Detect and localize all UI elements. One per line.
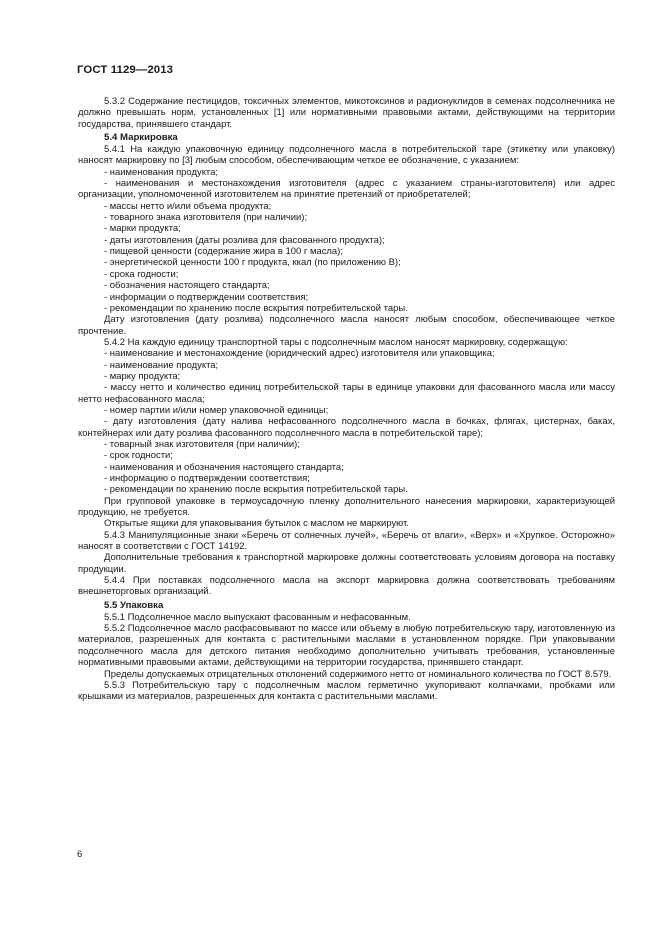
list2-item: - наименование продукта;	[104, 359, 219, 371]
section-heading-packaging: 5.5 Упаковка	[104, 599, 164, 611]
list2-item: - информацию о подтверждении соответствия;	[104, 473, 310, 484]
list1-item: - наименования продукта;	[104, 166, 219, 178]
paragraph-5-4-1: 5.4.1 На каждую упаковочную единицу подсолнечного масла в потребительской таре (этикетку или упаковку) наносят маркировку по [3] любым способом, обеспечивающим четкое ее обозначение, с указанием:	[78, 144, 615, 167]
list1-item: - марки продукта;	[104, 223, 181, 235]
paragraph-5-5-1: 5.5.1 Подсолнечное масло выпускают фасованным и нефасованным.	[104, 611, 411, 623]
paragraph-5-4-2: 5.4.2 На каждую единицу транспортной тары с подсолнечным маслом наносят маркировку, содержащую:	[104, 336, 568, 348]
paragraph-5-5-2: 5.5.2 Подсолнечное масло расфасовывают по массе или объему в любую потребительскую тару, изготовленную из материалов, разрешенных для контакта с растительными маслами в установленном порядке. При упаковывании подсолнечного масла для детского питания необходимо дополнительно учитывать требования, установленные нормативными правовыми актами, действующими на территории государства, принявшего стандарт.	[78, 623, 615, 669]
list2-item: - номер партии и/или номер упаковочной единицы;	[104, 404, 329, 416]
list1-item: - пищевой ценности (содержание жира в 100 г масла);	[104, 246, 343, 258]
list1-item: - срока годности;	[104, 268, 179, 280]
paragraph-group-packaging: При групповой упаковке в термоусадочную пленку дополнительного нанесения маркировки, характеризующей продукцию, не требуется.	[78, 495, 615, 519]
paragraph-5-4-4: 5.4.4 При поставках подсолнечного масла на экспорт маркировка должна соответствовать требованиям внешнеторговых организаций.	[78, 575, 615, 598]
page-number: 6	[77, 849, 83, 860]
list2-item: - дату изготовления (дату налива нефасованного подсолнечного масла в бочках, флягах, цистернах, баках, контейнерах или дату розлива фасованного подсолнечного масла в потребительской таре);	[78, 416, 615, 439]
paragraph-5-5-3: 5.5.3 Потребительскую тару с подсолнечным маслом герметично укупоривают колпачками, пробками или крышками из материалов, разрешенных для контакта с растительными маслами.	[78, 679, 615, 703]
list2-item: - товарный знак изготовителя (при наличии);	[104, 438, 300, 450]
list1-item: - товарного знака изготовителя (при наличии);	[104, 212, 308, 224]
list2-item: - марку продукта;	[104, 370, 181, 382]
list2-item: - массу нетто и количество единиц потребительской тары в единице упаковки для фасованного масла или массу нетто нефасованного масла;	[78, 382, 615, 405]
list1-item: - рекомендации по хранению после вскрытия потребительской тары.	[104, 302, 408, 314]
list2-item: - наименования и обозначения настоящего стандарта;	[104, 461, 344, 473]
document-header: ГОСТ 1129—2013	[77, 64, 174, 76]
list2-item: - рекомендации по хранению после вскрытия потребительской тары.	[104, 484, 408, 496]
paragraph-5-4-3: 5.4.3 Манипуляционные знаки «Беречь от солнечных лучей», «Беречь от влаги», «Верх» и «Хрупкое. Осторожно» наносят в соответствии с ГОСТ 14192.	[78, 529, 615, 553]
paragraph-additional-requirements: Дополнительные требования к транспортной маркировке должны соответствовать условиям договора на поставку продукции.	[78, 552, 615, 575]
list1-item: - энергетической ценности 100 г продукта, ккал (по приложению В);	[104, 257, 401, 269]
list1-item: - обозначения настоящего стандарта;	[104, 280, 270, 292]
list2-item: - наименование и местонахождение (юридический адрес) изготовителя или упаковщика;	[104, 348, 495, 360]
list1-item: - массы нетто и/или объема продукта;	[104, 200, 272, 212]
section-heading-marking: 5.4 Маркировка	[104, 132, 178, 144]
paragraph-tolerance-limits: Пределы допускаемых отрицательных отклонений содержимого нетто от номинального количества по ГОСТ 8.579.	[104, 668, 612, 680]
paragraph-open-boxes: Открытые ящики для упаковывания бутылок с маслом не маркируют.	[104, 518, 409, 530]
list1-item: - наименования и местонахождения изготовителя (адрес с указанием страны-изготовителя) или адрес организации, уполномоченной изготовителем на принятие претензий от приобретателей;	[78, 178, 615, 201]
list1-item: - даты изготовления (даты розлива для фасованного продукта);	[104, 234, 385, 246]
paragraph-date-marking: Дату изготовления (дату розлива) подсолнечного масла наносят любым способом, обеспечивающее четкое прочтение.	[78, 314, 615, 337]
paragraph-5-3-2: 5.3.2 Содержание пестицидов, токсичных элементов, микотоксинов и радионуклидов в семенах подсолнечника не должно превышать норм, установленных [1] или нормативными правовыми актами, действующими на территории государства, принявшего стандарт.	[78, 96, 615, 130]
list1-item: - информации о подтверждении соответствия;	[104, 291, 309, 303]
document-body	[78, 96, 615, 703]
list2-item: - срок годности;	[104, 450, 173, 462]
